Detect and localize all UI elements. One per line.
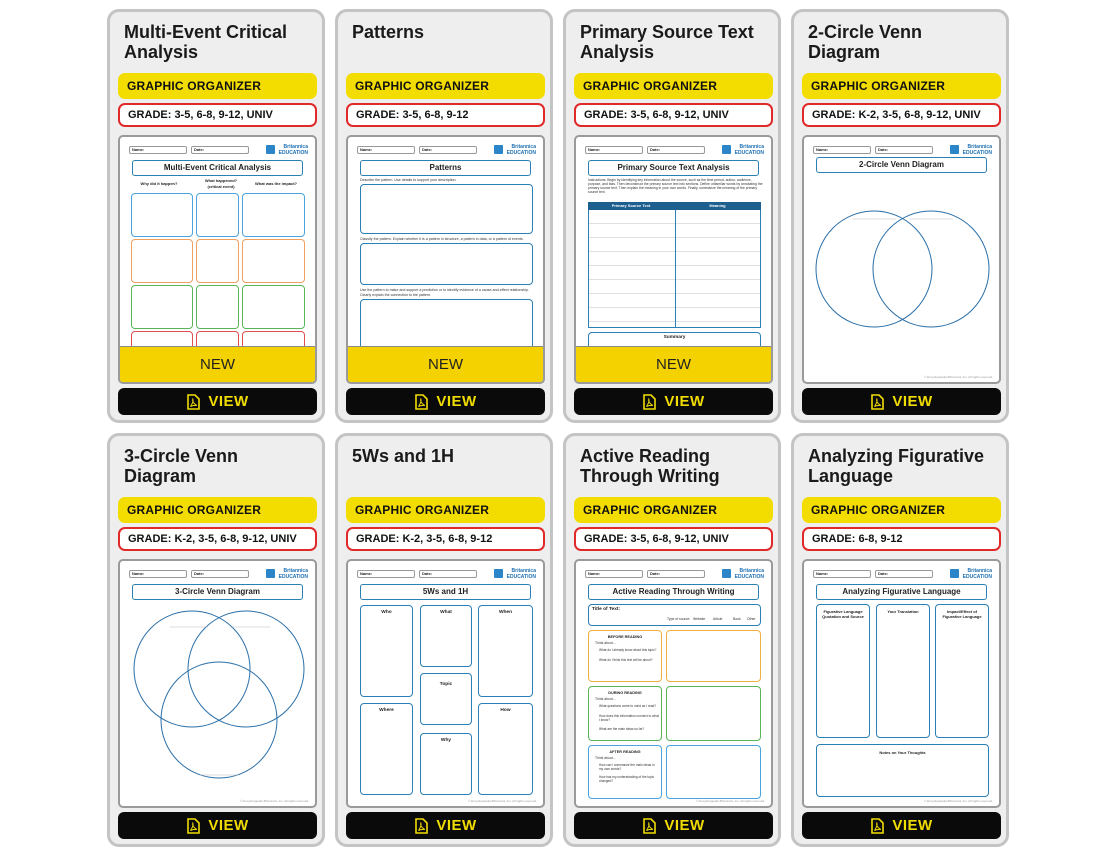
name-field: Name: — [585, 570, 643, 578]
resource-card-patterns — [335, 9, 553, 423]
card-title: Active Reading Through Writing — [580, 446, 720, 486]
resource-card-primary-source — [563, 9, 781, 423]
grade-badge: GRADE: 3-5, 6-8, 9-12 — [346, 103, 545, 127]
event-box — [196, 239, 239, 283]
britannica-logo: Britannica EDUCATION — [950, 568, 992, 580]
answer-box — [360, 184, 533, 234]
quotation-column: Figurative Language Quotation and Source — [816, 604, 870, 738]
how-box: How — [478, 703, 533, 795]
worksheet-header — [585, 144, 764, 156]
type-badge: GRAPHIC ORGANIZER — [118, 73, 317, 99]
card-title: Primary Source Text Analysis — [580, 22, 754, 62]
name-field: Name: — [129, 146, 187, 154]
worksheet-title: Patterns — [360, 160, 531, 176]
venn-diagram — [804, 207, 1001, 337]
view-label: VIEW — [664, 393, 705, 410]
resource-card-3-circle-venn — [107, 433, 325, 847]
prompt-text: Describe the pattern. Use details to support your description. — [360, 178, 457, 182]
translation-column: Your Translation — [876, 604, 930, 738]
view-button[interactable] — [802, 812, 1001, 839]
resource-card-2-circle-venn — [791, 9, 1009, 423]
what-box: What — [420, 605, 472, 667]
answer-box — [360, 243, 533, 285]
footer-text: © Encyclopaedia Britannica, Inc. All rights reserved. — [696, 799, 765, 803]
after-reading-box: AFTER READING Think about... How can I summarize the main ideas in my own words? How has my understanding of the topic changed? — [588, 745, 662, 799]
resource-card-5ws-1h — [335, 433, 553, 847]
date-field: Date: — [419, 146, 477, 154]
pdf-icon — [186, 818, 200, 834]
new-banner: NEW — [120, 346, 315, 382]
prompt-text: Use the pattern to make and support a prediction or to identify evidence of a cause-and-effect relationship. Clearly explain the connection to the pattern. — [360, 288, 529, 297]
col-label: Why did it happen? — [140, 181, 178, 186]
resource-card-multi-event — [107, 9, 325, 423]
britannica-logo: Britannica EDUCATION — [494, 144, 536, 156]
name-field: Name: — [357, 570, 415, 578]
view-label: VIEW — [892, 817, 933, 834]
view-label: VIEW — [208, 393, 249, 410]
worksheet-title: 3-Circle Venn Diagram — [132, 584, 303, 600]
type-badge: GRAPHIC ORGANIZER — [346, 73, 545, 99]
col-header: Primary Source Text — [611, 203, 651, 208]
impact-box — [242, 193, 305, 237]
worksheet-header — [129, 568, 308, 580]
worksheet-preview[interactable] — [802, 135, 1001, 384]
britannica-logo: Britannica EDUCATION — [266, 144, 308, 156]
card-title: Multi-Event Critical Analysis — [124, 22, 288, 62]
col-label: What was the impact? — [254, 181, 297, 186]
worksheet-header — [585, 568, 764, 580]
view-label: VIEW — [436, 817, 477, 834]
footer-text: © Encyclopaedia Britannica, Inc. All rights reserved. — [924, 375, 993, 379]
footer-text: © Encyclopaedia Britannica, Inc. All rights reserved. — [468, 799, 537, 803]
worksheet-preview[interactable] — [118, 135, 317, 384]
footer-text: © Encyclopaedia Britannica, Inc. All rights reserved. — [924, 799, 993, 803]
date-field: Date: — [875, 570, 933, 578]
view-label: VIEW — [208, 817, 249, 834]
view-button[interactable] — [802, 388, 1001, 415]
grade-badge: GRADE: 3-5, 6-8, 9-12, UNIV — [118, 103, 317, 127]
type-badge: GRAPHIC ORGANIZER — [574, 73, 773, 99]
summary-label: Summary — [663, 335, 686, 340]
worksheet-header — [813, 144, 992, 156]
event-box — [196, 193, 239, 237]
why-box: Why — [420, 733, 472, 795]
worksheet-header — [129, 144, 308, 156]
view-button[interactable] — [574, 812, 773, 839]
type-badge: GRAPHIC ORGANIZER — [118, 497, 317, 523]
card-title: Patterns — [352, 22, 425, 42]
table-body — [588, 210, 761, 328]
worksheet-preview[interactable] — [346, 559, 545, 808]
grade-badge: GRADE: K-2, 3-5, 6-8, 9-12, UNIV — [802, 103, 1001, 127]
britannica-logo: Britannica EDUCATION — [950, 144, 992, 156]
view-button[interactable] — [346, 388, 545, 415]
resource-card-active-reading — [563, 433, 781, 847]
type-badge: GRAPHIC ORGANIZER — [802, 497, 1001, 523]
date-field: Date: — [875, 146, 933, 154]
before-notes-box — [666, 630, 761, 682]
card-title: 5Ws and 1H — [352, 446, 455, 466]
date-field: Date: — [419, 570, 477, 578]
worksheet-title: Multi-Event Critical Analysis — [132, 160, 303, 176]
pdf-icon — [642, 818, 656, 834]
grade-badge: GRADE: 6-8, 9-12 — [802, 527, 1001, 551]
worksheet-header — [813, 568, 992, 580]
date-field: Date: — [191, 570, 249, 578]
card-title: 2-Circle Venn Diagram — [808, 22, 923, 62]
pdf-icon — [642, 394, 656, 410]
worksheet-title: Primary Source Text Analysis — [588, 160, 759, 176]
topic-box: Topic — [420, 673, 472, 725]
pdf-icon — [186, 394, 200, 410]
where-box: Where — [360, 703, 413, 795]
grade-badge: GRADE: K-2, 3-5, 6-8, 9-12, UNIV — [118, 527, 317, 551]
card-title: 3-Circle Venn Diagram — [124, 446, 239, 486]
impact-box — [242, 285, 305, 329]
pdf-icon — [870, 818, 884, 834]
when-box: When — [478, 605, 533, 697]
notes-box: Notes on Your Thoughts — [816, 744, 989, 797]
date-field: Date: — [191, 146, 249, 154]
view-button[interactable] — [118, 388, 317, 415]
view-label: VIEW — [436, 393, 477, 410]
impact-box — [242, 239, 305, 283]
type-badge: GRAPHIC ORGANIZER — [802, 73, 1001, 99]
name-field: Name: — [813, 570, 871, 578]
type-badge: GRAPHIC ORGANIZER — [574, 497, 773, 523]
worksheet-title: 5Ws and 1H — [360, 584, 531, 600]
date-field: Date: — [647, 570, 705, 578]
new-banner: NEW — [576, 346, 771, 382]
name-field: Name: — [813, 146, 871, 154]
view-button[interactable] — [574, 388, 773, 415]
during-notes-box — [666, 686, 761, 741]
col-header: Meaning — [709, 203, 726, 208]
card-title: Analyzing Figurative Language — [808, 446, 985, 486]
worksheet-header — [357, 144, 536, 156]
cause-box — [131, 193, 193, 237]
grade-badge: GRADE: 3-5, 6-8, 9-12, UNIV — [574, 527, 773, 551]
view-label: VIEW — [664, 817, 705, 834]
col-label: What happened? (critical event) — [204, 178, 238, 189]
who-box: Who — [360, 605, 413, 697]
view-label: VIEW — [892, 393, 933, 410]
cause-box — [131, 285, 193, 329]
view-button[interactable] — [118, 812, 317, 839]
worksheet-title: Active Reading Through Writing — [588, 584, 759, 600]
date-field: Date: — [647, 146, 705, 154]
worksheet-title: Analyzing Figurative Language — [816, 584, 987, 600]
new-banner: NEW — [348, 346, 543, 382]
britannica-logo: Britannica EDUCATION — [722, 144, 764, 156]
table-header — [588, 202, 761, 210]
cause-box — [131, 239, 193, 283]
prompt-text: Classify the pattern. Explain whether it is a pattern in structure, a pattern in data, or a pattern of events. — [360, 237, 524, 241]
type-badge: GRAPHIC ORGANIZER — [346, 497, 545, 523]
name-field: Name: — [129, 570, 187, 578]
after-notes-box — [666, 745, 761, 799]
pdf-icon — [870, 394, 884, 410]
before-reading-box: BEFORE READING Think about... What do I already know about this topic? What do I think this text will be about? — [588, 630, 662, 682]
during-reading-box: DURING READING Think about... What questions come to mind as I read? How does this information connect to what I know? What are the main ideas so far? — [588, 686, 662, 741]
britannica-logo: Britannica EDUCATION — [494, 568, 536, 580]
grade-badge: GRADE: K-2, 3-5, 6-8, 9-12 — [346, 527, 545, 551]
name-field: Name: — [585, 146, 643, 154]
grade-badge: GRADE: 3-5, 6-8, 9-12, UNIV — [574, 103, 773, 127]
venn-diagram — [120, 607, 317, 797]
worksheet-preview[interactable] — [346, 135, 545, 384]
pdf-icon — [414, 394, 428, 410]
britannica-logo: Britannica EDUCATION — [722, 568, 764, 580]
worksheet-preview[interactable] — [574, 559, 773, 808]
resource-card-figurative-language — [791, 433, 1009, 847]
name-field: Name: — [357, 146, 415, 154]
instructions-text: Instructions: Begin by identifying key information about the source, such as the time period, author, audience, purpose, and bias. Then deconstruct the primary source text into sections. Define unfamiliar words by annotating the primary source text. Then explain the meaning in your own words. Finally, summarize the meaning of the primary source text. — [588, 178, 763, 194]
worksheet-title: 2-Circle Venn Diagram — [816, 157, 987, 173]
worksheet-header — [357, 568, 536, 580]
impact-column: Impact/Effect of Figurative Language — [935, 604, 989, 738]
britannica-logo: Britannica EDUCATION — [266, 568, 308, 580]
worksheet-preview[interactable] — [118, 559, 317, 808]
worksheet-preview[interactable] — [802, 559, 1001, 808]
event-box — [196, 285, 239, 329]
view-button[interactable] — [346, 812, 545, 839]
footer-text: © Encyclopaedia Britannica, Inc. All rights reserved. — [240, 799, 309, 803]
worksheet-preview[interactable] — [574, 135, 773, 384]
title-of-text-box: Title of Text: Type of source: Website Article Book Other — [588, 604, 761, 626]
pdf-icon — [414, 818, 428, 834]
